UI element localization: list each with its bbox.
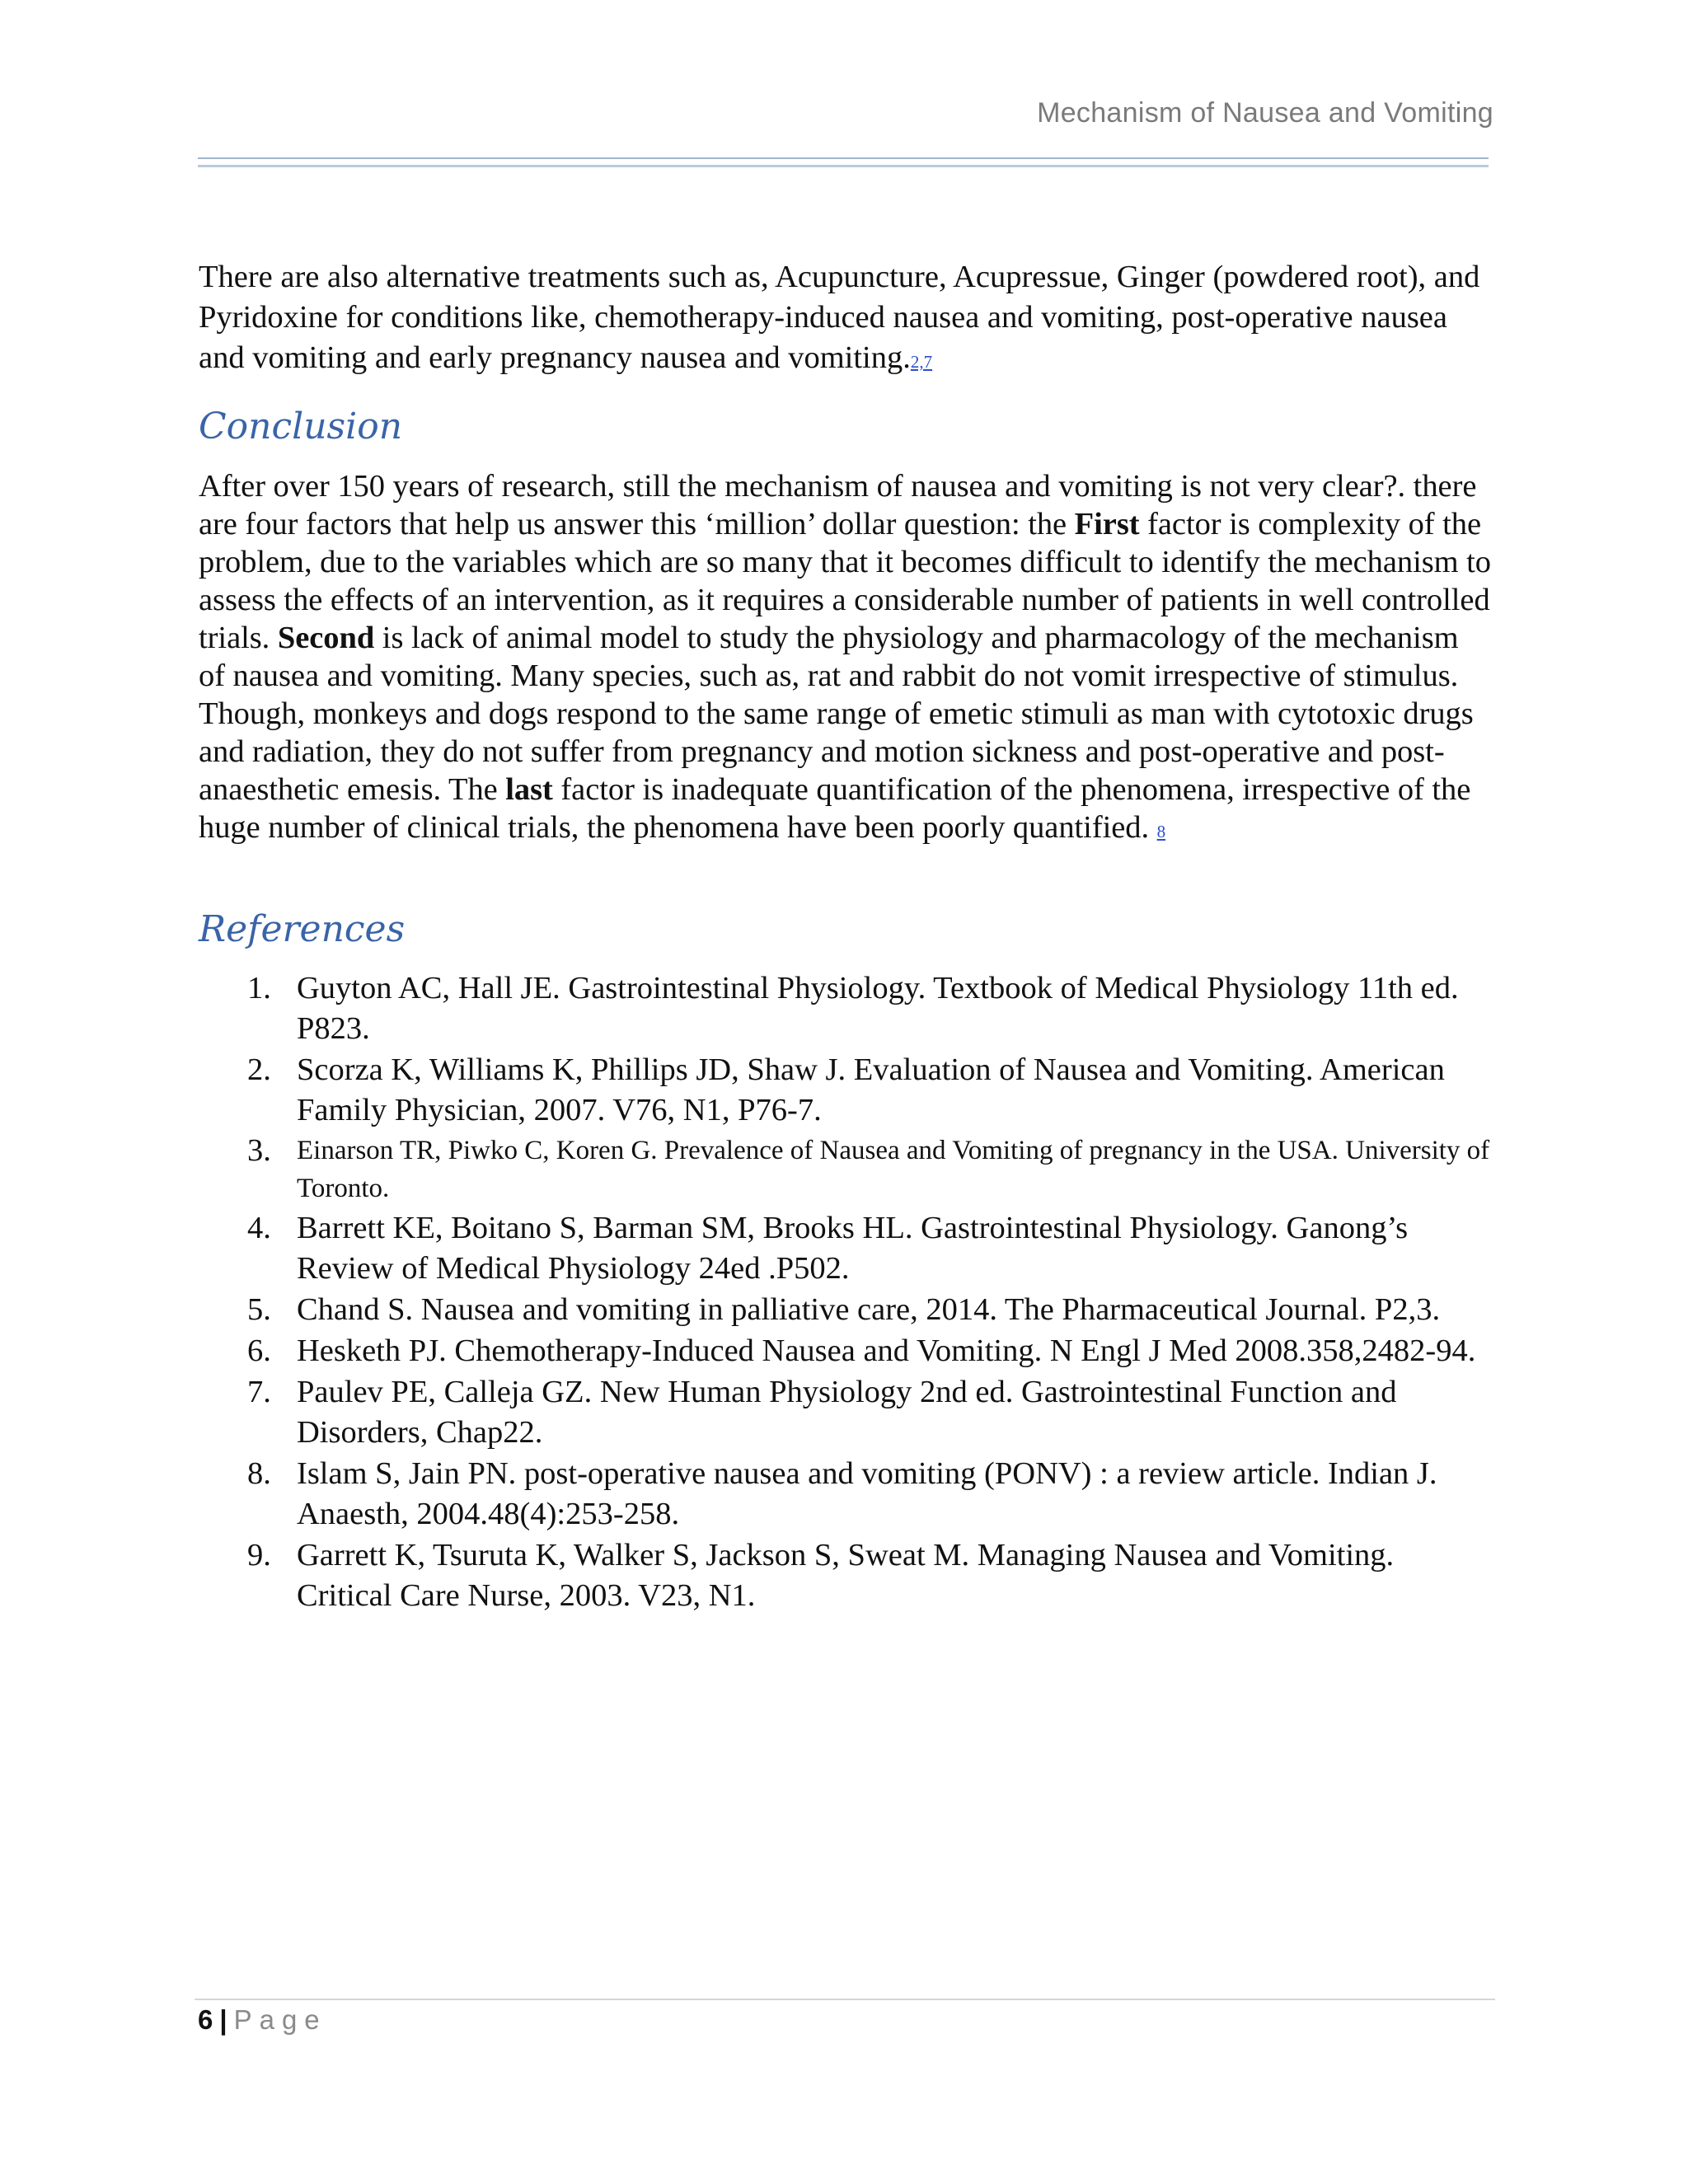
conclusion-paragraph (199, 467, 1493, 851)
conclusion-bold-last: last (505, 772, 553, 807)
reference-number: 9. (247, 1538, 271, 1572)
conclusion-bold-first: First (1074, 507, 1140, 541)
reference-number: 5. (247, 1292, 271, 1327)
conclusion-bold-second: Second (277, 621, 375, 655)
running-header: Mechanism of Nausea and Vomiting (1037, 97, 1493, 129)
conclusion-heading: Conclusion (199, 405, 403, 448)
reference-number: 6. (247, 1333, 271, 1368)
citation-link[interactable]: 2,7 (910, 352, 933, 372)
footer-rule (195, 1999, 1495, 2000)
reference-text: Barrett KE, Boitano S, Barman SM, Brooks HL. Gastrointestinal Physiology. Ganong’s Review of Medical Physiology 24ed .P502. (297, 1211, 1409, 1286)
page-footer (198, 2004, 327, 2036)
reference-text: Hesketh PJ. Chemotherapy-Induced Nausea and Vomiting. N Engl J Med 2008.358,2482-94. (297, 1333, 1476, 1368)
reference-number: 8. (247, 1456, 271, 1491)
reference-number: 4. (247, 1211, 271, 1245)
page-label: Page (233, 2004, 327, 2035)
citation-link[interactable]: 8 (1156, 822, 1166, 841)
header-rule (198, 157, 1489, 159)
conclusion-text-3: is lack of animal model to study the physiology and pharmacology of the mechanism of nausea and vomiting. Many species, such as, rat and rabbit do not vomit irrespective of stimulus. Though, monkeys and dogs respond to the same range of emetic stimuli as man with cytotoxic drugs and radiation, they do not suffer from pregnancy and motion sickness and post-operative and post-anaesthetic emesis. The (199, 621, 1474, 807)
reference-number: 1. (247, 971, 271, 1005)
reference-text: Einarson TR, Piwko C, Koren G. Prevalence of Nausea and Vomiting of pregnancy in the USA. University of Toronto. (297, 1136, 1490, 1203)
reference-text: Scorza K, Williams K, Phillips JD, Shaw J. Evaluation of Nausea and Vomiting. American Family Physician, 2007. V76, N1, P76-7. (297, 1052, 1445, 1127)
reference-number: 3. (247, 1133, 271, 1168)
reference-text: Islam S, Jain PN. post-operative nausea and vomiting (PONV) : a review article. Indian J. Anaesth, 2004.48(4):253-258. (297, 1456, 1437, 1531)
conclusion-text-4: factor is inadequate quantification of the phenomena, irrespective of the huge number of clinical trials, the phenomena have been poorly quantified. (199, 772, 1471, 845)
reference-item (199, 1050, 1493, 1131)
footer-separator: | (219, 2004, 227, 2035)
reference-number: 2. (247, 1052, 271, 1087)
reference-item (199, 1535, 1493, 1616)
page-number: 6 (198, 2004, 213, 2035)
reference-item (199, 1290, 1493, 1330)
reference-item (199, 1454, 1493, 1535)
conclusion-text-2: factor is complexity of the problem, due to the variables which are so many that it becomes difficult to identify the mechanism to assess the effects of an intervention, as it requires a considerable number of patients in well controlled trials. (199, 507, 1491, 655)
reference-text: Garrett K, Tsuruta K, Walker S, Jackson S, Sweat M. Managing Nausea and Vomiting. Critical Care Nurse, 2003. V23, N1. (297, 1538, 1395, 1613)
reference-text: Chand S. Nausea and vomiting in palliative care, 2014. The Pharmaceutical Journal. P2,3. (297, 1292, 1441, 1327)
reference-item (199, 1331, 1493, 1371)
intro-paragraph (199, 257, 1493, 382)
header-rule-secondary (198, 165, 1489, 167)
reference-number: 7. (247, 1375, 271, 1409)
reference-item (199, 1132, 1493, 1207)
reference-item (199, 1372, 1493, 1453)
conclusion-text-1: After over 150 years of research, still the mechanism of nausea and vomiting is not very clear?. there are four factors that help us answer this ‘million’ dollar question: the (199, 469, 1477, 541)
references-heading: References (199, 908, 406, 950)
references-list (199, 968, 1493, 1616)
intro-text: There are also alternative treatments such as, Acupuncture, Acupressue, Ginger (powdered root), and Pyridoxine for conditions like, chemotherapy-induced nausea and vomiting, post-operative nausea and vomiting and early pregnancy nausea and vomiting. (199, 260, 1480, 375)
page-content (199, 257, 1493, 1617)
reference-item (199, 1208, 1493, 1289)
reference-item (199, 968, 1493, 1049)
reference-text: Paulev PE, Calleja GZ. New Human Physiology 2nd ed. Gastrointestinal Function and Disorders, Chap22. (297, 1375, 1397, 1450)
reference-text: Guyton AC, Hall JE. Gastrointestinal Physiology. Textbook of Medical Physiology 11th ed. P823. (297, 971, 1459, 1046)
